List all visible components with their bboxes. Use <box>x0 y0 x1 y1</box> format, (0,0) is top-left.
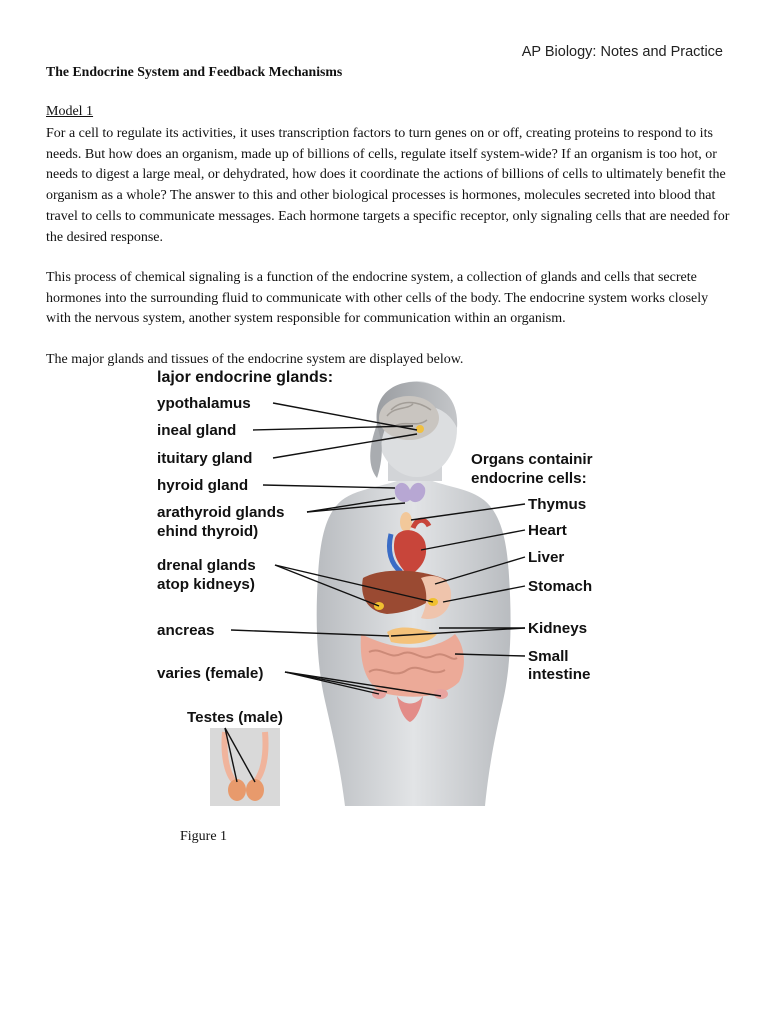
label-stomach: Stomach <box>528 578 593 595</box>
label-ovaries: varies (female) <box>157 665 264 682</box>
figure-right-heading-1: Organs containir <box>471 451 593 468</box>
endocrine-glands-figure <box>155 366 615 811</box>
label-pineal-gland: ineal gland <box>157 422 237 439</box>
brain-illustration <box>379 396 439 440</box>
paragraph-intro: For a cell to regulate its activities, it uses transcription factors to turn genes on or off, creating proteins to respond to its needs. But how does an organism, made up of billions of cells, regulate itself system-wide? If an organism is too hot, or needs to digest a large meal, or dehydrated, how does it coordinate the actions of billions of cells to ultimately benefit the organism as a whole? The answer to this and other biological processes is hormones, molecules secreted into blood that travel to cells to communicate messages. Each hormone targets a specific receptor, only signaling cells that are needed for the desired response. <box>46 126 730 245</box>
figure-caption: Figure 1 <box>180 829 228 844</box>
label-intestine: intestine <box>528 666 591 683</box>
label-heart: Heart <box>528 522 567 539</box>
label-behind-thyroid: ehind thyroid) <box>157 523 259 540</box>
label-thyroid-gland: hyroid gland <box>157 477 249 494</box>
label-testes: Testes (male) <box>187 709 283 726</box>
paragraph-endocrine-system: This process of chemical signaling is a function of the endocrine system, a collection of glands and cells that secrete hormones into the surrounding fluid to communicate with other cells of the body. The endocrine system works closely with the nervous system, another system responsible for communication within an organism. <box>46 270 709 327</box>
label-liver: Liver <box>528 549 565 566</box>
document-title: The Endocrine System and Feedback Mechanisms <box>46 64 343 79</box>
label-small: Small <box>528 648 569 665</box>
course-header: AP Biology: Notes and Practice <box>521 44 723 60</box>
paragraph-figure-intro: The major glands and tissues of the endocrine system are displayed below. <box>46 352 464 367</box>
hypothalamus-dot <box>416 425 424 433</box>
label-parathyroid-glands: arathyroid glands <box>157 504 285 521</box>
label-atop-kidneys: atop kidneys) <box>157 576 255 593</box>
model-heading: Model 1 <box>46 104 94 119</box>
label-pancreas: ancreas <box>157 622 215 639</box>
label-thymus: Thymus <box>528 496 587 513</box>
thymus-shape <box>400 512 412 532</box>
label-adrenal-glands: drenal glands <box>157 557 256 574</box>
label-hypothalamus: ypothalamus <box>157 395 251 412</box>
testes-inset <box>210 728 280 806</box>
figure-left-heading: lajor endocrine glands: <box>157 369 334 386</box>
figure-right-heading-2: endocrine cells: <box>471 470 587 487</box>
label-kidneys: Kidneys <box>528 620 588 637</box>
label-pituitary-gland: ituitary gland <box>157 450 253 467</box>
